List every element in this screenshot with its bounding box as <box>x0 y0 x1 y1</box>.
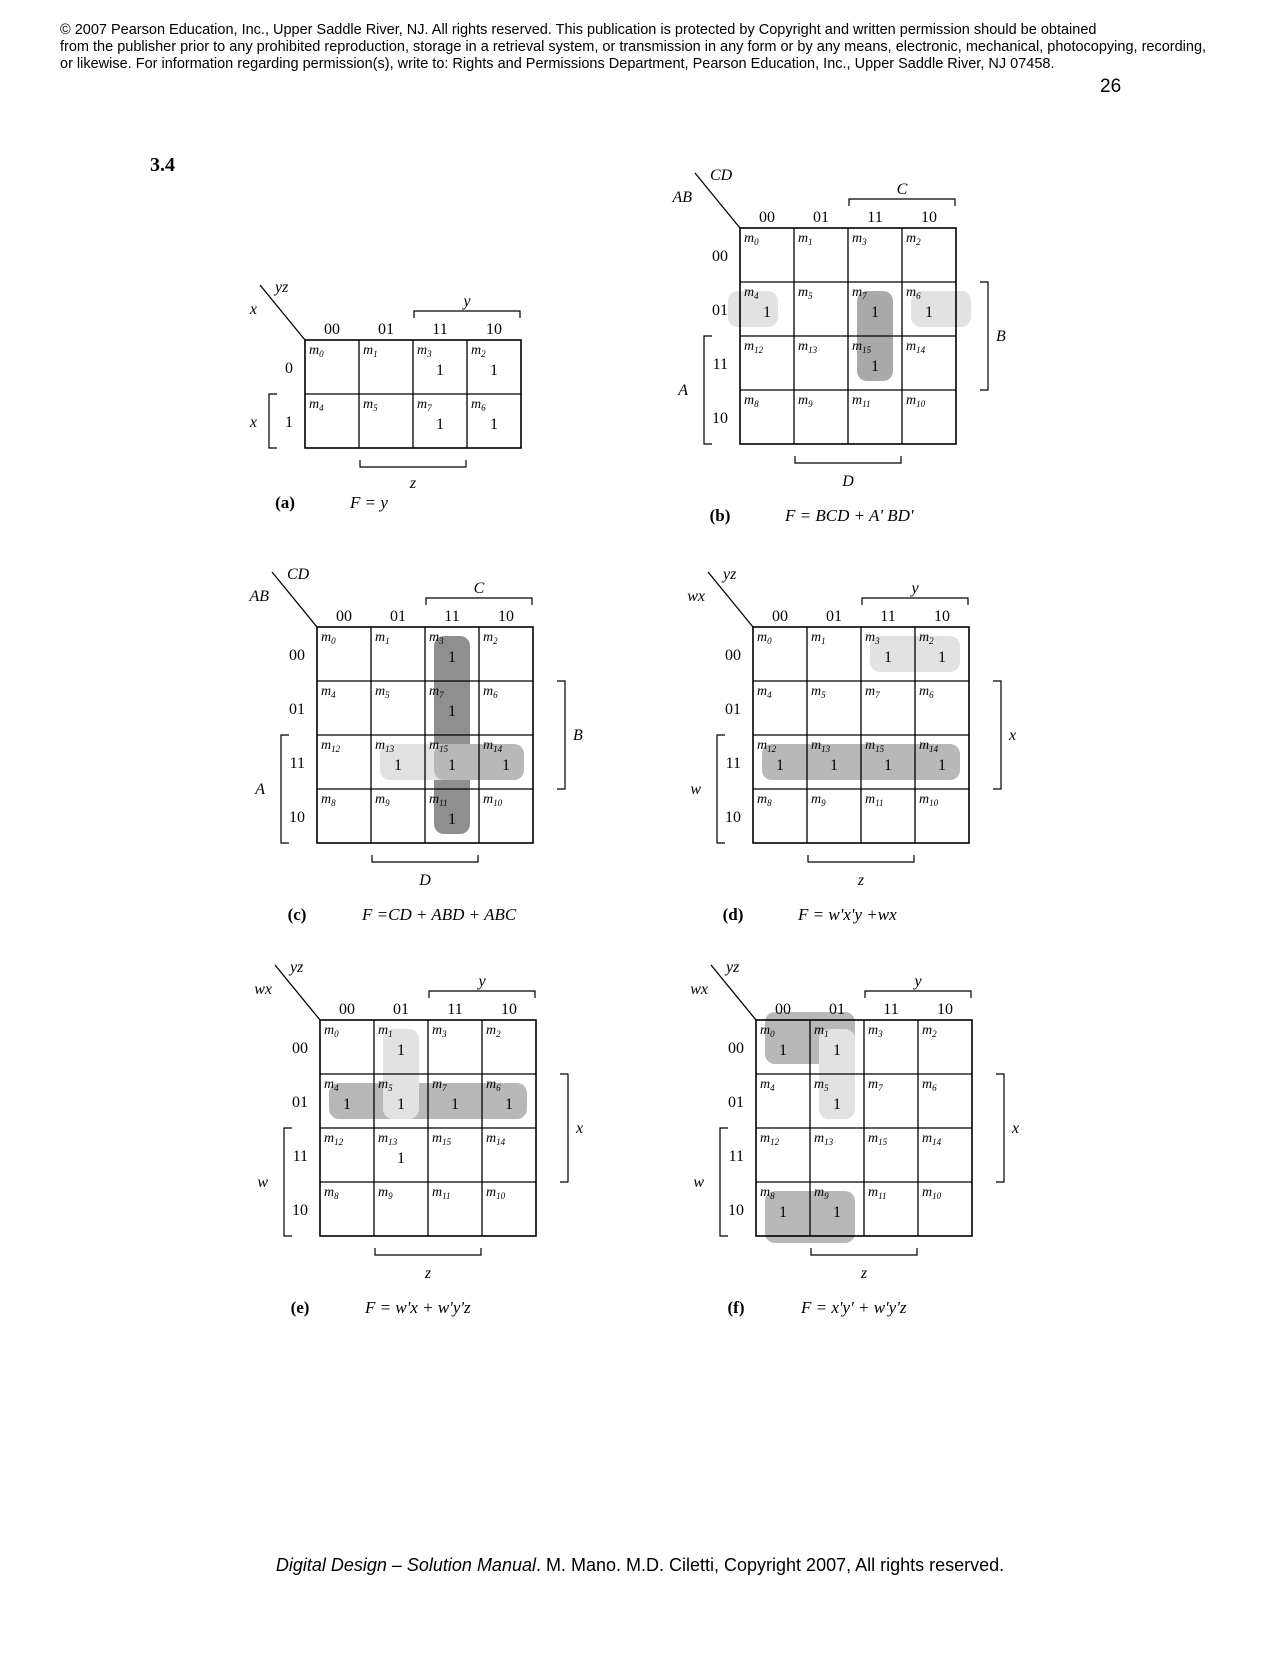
top-bracket-label: y <box>911 580 919 597</box>
bottom-bracket-label: z <box>409 475 417 492</box>
minterm-label: m10 <box>906 393 926 409</box>
minterm-label: m7 <box>417 397 432 413</box>
top-bracket <box>865 991 971 998</box>
bottom-bracket <box>808 855 914 862</box>
minterm-label: m6 <box>906 285 921 301</box>
cell-one: 1 <box>779 1042 787 1059</box>
cell-one: 1 <box>490 416 498 433</box>
cell-one: 1 <box>833 1042 841 1059</box>
minterm-label: m15 <box>852 339 872 355</box>
minterm-label: m3 <box>865 630 880 646</box>
row-code: 10 <box>725 809 741 826</box>
minterm-label: m13 <box>811 738 831 754</box>
column-code: 10 <box>921 209 937 226</box>
row-variables: AB <box>249 588 269 605</box>
cell-one: 1 <box>397 1042 405 1059</box>
minterm-label: m1 <box>363 343 378 359</box>
row-code: 1 <box>285 414 293 431</box>
cell-one: 1 <box>871 304 879 321</box>
minterm-label: m11 <box>852 393 871 409</box>
minterm-label: m1 <box>375 630 390 646</box>
bottom-bracket <box>375 1248 481 1255</box>
minterm-label: m4 <box>744 285 759 301</box>
minterm-label: m12 <box>324 1131 344 1147</box>
right-bracket <box>993 681 1001 789</box>
row-code: 11 <box>725 755 741 772</box>
bottom-bracket <box>795 456 901 463</box>
minterm-label: m9 <box>375 792 390 808</box>
right-bracket <box>996 1074 1004 1182</box>
minterm-label: m2 <box>471 343 486 359</box>
bottom-bracket <box>811 1248 917 1255</box>
minterm-label: m2 <box>486 1023 501 1039</box>
right-bracket <box>560 1074 568 1182</box>
minterm-label: m8 <box>324 1185 339 1201</box>
map-caption-label: (a) <box>275 493 295 512</box>
minterm-label: m4 <box>760 1077 775 1093</box>
minterm-label: m4 <box>321 684 336 700</box>
copyright-line: from the publisher prior to any prohibited reproduction, storage in a retrieval system, or transmission in any form or by any means, electronic, mechanical, photocopying, recording, <box>60 39 1207 55</box>
column-code: 11 <box>432 321 448 338</box>
kmap-e <box>254 959 583 1317</box>
left-bracket <box>720 1128 728 1236</box>
top-bracket-label: C <box>896 181 908 198</box>
minterm-label: m14 <box>919 738 939 754</box>
row-code: 11 <box>728 1148 744 1165</box>
top-bracket <box>414 311 520 318</box>
minterm-label: m14 <box>483 738 503 754</box>
minterm-label: m13 <box>798 339 818 355</box>
footer-title: Digital Design – Solution Manual <box>275 1555 536 1575</box>
minterm-label: m10 <box>919 792 939 808</box>
cell-one: 1 <box>394 757 402 774</box>
cell-one: 1 <box>436 416 444 433</box>
minterm-label: m2 <box>906 231 921 247</box>
minterm-label: m6 <box>471 397 486 413</box>
kmap-c <box>248 566 583 924</box>
cell-one: 1 <box>884 649 892 666</box>
map-equation: F = x'y' + w'y'z <box>801 1298 907 1317</box>
footer <box>0 1555 1280 1576</box>
row-code: 00 <box>292 1040 308 1057</box>
minterm-label: m9 <box>814 1185 829 1201</box>
minterm-label: m5 <box>811 684 826 700</box>
minterm-label: m4 <box>324 1077 339 1093</box>
minterm-label: m15 <box>432 1131 452 1147</box>
column-code: 00 <box>759 209 775 226</box>
column-code: 11 <box>880 608 896 625</box>
map-equation: F = w'x + w'y'z <box>365 1298 471 1317</box>
cell-one: 1 <box>448 811 456 828</box>
cell-one: 1 <box>884 757 892 774</box>
minterm-label: m5 <box>375 684 390 700</box>
minterm-label: m3 <box>868 1023 883 1039</box>
map-caption-label: (c) <box>287 905 307 924</box>
column-code: 01 <box>378 321 394 338</box>
column-code: 10 <box>934 608 950 625</box>
column-code: 10 <box>498 608 514 625</box>
column-code: 00 <box>336 608 352 625</box>
column-code: 11 <box>867 209 883 226</box>
left-bracket <box>269 394 277 448</box>
minterm-label: m3 <box>432 1023 447 1039</box>
top-bracket <box>849 199 955 206</box>
minterm-label: m9 <box>378 1185 393 1201</box>
cell-one: 1 <box>938 649 946 666</box>
column-code: 10 <box>501 1001 517 1018</box>
map-caption-label: (d) <box>722 905 744 924</box>
cell-one: 1 <box>448 649 456 666</box>
bottom-bracket <box>372 855 478 862</box>
column-code: 11 <box>883 1001 899 1018</box>
cell-one: 1 <box>779 1204 787 1221</box>
minterm-label: m0 <box>744 231 759 247</box>
cell-one: 1 <box>490 362 498 379</box>
column-code: 01 <box>813 209 829 226</box>
copyright-line: © 2007 Pearson Education, Inc., Upper Saddle River, NJ. All rights reserved. This publication is protected by Copyright and written permission should be obtained <box>60 22 1097 38</box>
row-code: 10 <box>728 1202 744 1219</box>
minterm-label: m3 <box>429 630 444 646</box>
cell-one: 1 <box>343 1096 351 1113</box>
minterm-label: m15 <box>429 738 449 754</box>
row-code: 0 <box>285 360 293 377</box>
row-variables: wx <box>690 981 708 998</box>
minterm-label: m9 <box>811 792 826 808</box>
cell-one: 1 <box>776 757 784 774</box>
cell-one: 1 <box>763 304 771 321</box>
minterm-label: m4 <box>757 684 772 700</box>
column-variables: CD <box>710 167 733 184</box>
column-code: 00 <box>775 1001 791 1018</box>
top-bracket <box>429 991 535 998</box>
copyright-line: or likewise. For information regarding permission(s), write to: Rights and Permissions Department, Pearson Education, Inc., Upper Saddle River, NJ 07458. <box>60 56 1055 72</box>
minterm-label: m15 <box>865 738 885 754</box>
page-number: 26 <box>1100 76 1122 97</box>
minterm-label: m7 <box>868 1077 883 1093</box>
left-bracket-label: A <box>678 382 688 399</box>
top-bracket-label: y <box>478 973 486 990</box>
minterm-label: m12 <box>321 738 341 754</box>
bottom-bracket-label: z <box>860 1265 868 1282</box>
minterm-label: m11 <box>432 1185 451 1201</box>
right-bracket <box>980 282 988 390</box>
row-code: 01 <box>712 302 728 319</box>
minterm-label: m2 <box>483 630 498 646</box>
row-variables: wx <box>687 588 705 605</box>
cell-one: 1 <box>833 1204 841 1221</box>
minterm-label: m1 <box>798 231 813 247</box>
minterm-label: m1 <box>814 1023 829 1039</box>
row-code: 00 <box>289 647 305 664</box>
kmap-f <box>690 959 1019 1317</box>
minterm-label: m5 <box>363 397 378 413</box>
left-bracket-label: w <box>690 781 701 798</box>
column-code: 00 <box>772 608 788 625</box>
map-equation: F = y <box>350 493 388 512</box>
minterm-label: m3 <box>417 343 432 359</box>
minterm-label: m9 <box>798 393 813 409</box>
row-code: 00 <box>728 1040 744 1057</box>
cell-one: 1 <box>502 757 510 774</box>
minterm-label: m6 <box>922 1077 937 1093</box>
bottom-bracket-label: D <box>842 473 854 490</box>
minterm-label: m1 <box>378 1023 393 1039</box>
minterm-label: m4 <box>309 397 324 413</box>
row-code: 01 <box>728 1094 744 1111</box>
left-bracket-label: w <box>257 1174 268 1191</box>
row-code: 00 <box>725 647 741 664</box>
left-bracket <box>717 735 725 843</box>
cell-one: 1 <box>448 757 456 774</box>
minterm-label: m8 <box>744 393 759 409</box>
minterm-label: m12 <box>744 339 764 355</box>
minterm-label: m2 <box>919 630 934 646</box>
minterm-label: m0 <box>324 1023 339 1039</box>
left-bracket <box>704 336 712 444</box>
minterm-label: m12 <box>760 1131 780 1147</box>
minterm-label: m6 <box>483 684 498 700</box>
column-code: 01 <box>826 608 842 625</box>
minterm-label: m7 <box>865 684 880 700</box>
minterm-label: m2 <box>922 1023 937 1039</box>
column-code: 11 <box>447 1001 463 1018</box>
row-code: 01 <box>725 701 741 718</box>
top-bracket-label: C <box>473 580 485 597</box>
cell-one: 1 <box>871 358 879 375</box>
minterm-label: m6 <box>486 1077 501 1093</box>
kmap-a <box>249 279 521 512</box>
top-bracket <box>862 598 968 605</box>
minterm-label: m1 <box>811 630 826 646</box>
left-bracket-label: A <box>255 781 265 798</box>
row-code: 11 <box>289 755 305 772</box>
minterm-label: m11 <box>429 792 448 808</box>
bottom-bracket-label: z <box>857 872 865 889</box>
row-variables: AB <box>672 189 692 206</box>
row-code: 10 <box>289 809 305 826</box>
minterm-label: m10 <box>483 792 503 808</box>
minterm-label: m15 <box>868 1131 888 1147</box>
minterm-label: m6 <box>919 684 934 700</box>
map-equation: F = BCD + A' BD' <box>785 506 914 525</box>
footer-rest: . M. Mano. M.D. Ciletti, Copyright 2007, All rights reserved. <box>535 1555 1005 1575</box>
top-bracket-label: y <box>914 973 922 990</box>
cell-one: 1 <box>938 757 946 774</box>
minterm-label: m13 <box>378 1131 398 1147</box>
minterm-label: m0 <box>757 630 772 646</box>
row-code: 11 <box>712 356 728 373</box>
left-bracket <box>281 735 289 843</box>
cell-one: 1 <box>397 1150 405 1167</box>
column-code: 10 <box>937 1001 953 1018</box>
column-variables: yz <box>726 959 740 976</box>
map-equation: F =CD + ABD + ABC <box>362 905 517 924</box>
minterm-label: m8 <box>760 1185 775 1201</box>
bottom-bracket-label: D <box>419 872 431 889</box>
row-code: 10 <box>292 1202 308 1219</box>
map-caption-label: (f) <box>727 1298 745 1317</box>
minterm-label: m13 <box>375 738 395 754</box>
row-variables: wx <box>254 981 272 998</box>
map-caption-label: (e) <box>290 1298 310 1317</box>
minterm-label: m7 <box>432 1077 447 1093</box>
minterm-label: m13 <box>814 1131 834 1147</box>
minterm-label: m7 <box>429 684 444 700</box>
problem-number: 3.4 <box>150 154 175 176</box>
right-bracket <box>557 681 565 789</box>
row-code: 01 <box>292 1094 308 1111</box>
column-variables: CD <box>287 566 310 583</box>
column-code: 01 <box>393 1001 409 1018</box>
right-bracket-label: x <box>1012 1120 1020 1137</box>
minterm-label: m0 <box>309 343 324 359</box>
minterm-label: m8 <box>321 792 336 808</box>
minterm-label: m11 <box>865 792 884 808</box>
minterm-label: m12 <box>757 738 777 754</box>
map-equation: F = w'x'y +wx <box>798 905 897 924</box>
minterm-label: m10 <box>922 1185 942 1201</box>
bottom-bracket-label: z <box>424 1265 432 1282</box>
kmap-d <box>687 566 1016 924</box>
right-bracket-label: x <box>576 1120 584 1137</box>
column-code: 11 <box>444 608 460 625</box>
column-code: 01 <box>829 1001 845 1018</box>
left-bracket <box>284 1128 292 1236</box>
column-code: 01 <box>390 608 406 625</box>
minterm-label: m5 <box>814 1077 829 1093</box>
minterm-label: m10 <box>486 1185 506 1201</box>
row-variables: x <box>249 301 257 318</box>
minterm-label: m5 <box>378 1077 393 1093</box>
cell-one: 1 <box>833 1096 841 1113</box>
right-bracket-label: B <box>573 727 583 744</box>
column-variables: yz <box>275 279 289 296</box>
minterm-label: m0 <box>321 630 336 646</box>
right-bracket-label: B <box>996 328 1006 345</box>
column-code: 00 <box>339 1001 355 1018</box>
left-bracket-label: x <box>249 414 257 431</box>
column-code: 00 <box>324 321 340 338</box>
top-bracket-label: y <box>463 293 471 310</box>
top-bracket <box>426 598 532 605</box>
column-variables: yz <box>723 566 737 583</box>
minterm-label: m14 <box>922 1131 942 1147</box>
cell-one: 1 <box>448 703 456 720</box>
cell-one: 1 <box>397 1096 405 1113</box>
right-bracket-label: x <box>1009 727 1017 744</box>
cell-one: 1 <box>505 1096 513 1113</box>
column-variables: yz <box>290 959 304 976</box>
cell-one: 1 <box>436 362 444 379</box>
row-code: 00 <box>712 248 728 265</box>
row-code: 10 <box>712 410 728 427</box>
cell-one: 1 <box>925 304 933 321</box>
column-code: 10 <box>486 321 502 338</box>
row-code: 01 <box>289 701 305 718</box>
minterm-label: m8 <box>757 792 772 808</box>
minterm-label: m7 <box>852 285 867 301</box>
kmap-b <box>671 167 1006 525</box>
left-bracket-label: w <box>693 1174 704 1191</box>
cell-one: 1 <box>830 757 838 774</box>
minterm-label: m14 <box>906 339 926 355</box>
minterm-label: m11 <box>868 1185 887 1201</box>
minterm-label: m0 <box>760 1023 775 1039</box>
cell-one: 1 <box>451 1096 459 1113</box>
row-code: 11 <box>292 1148 308 1165</box>
minterm-label: m5 <box>798 285 813 301</box>
minterm-label: m14 <box>486 1131 506 1147</box>
bottom-bracket <box>360 460 466 467</box>
minterm-label: m3 <box>852 231 867 247</box>
map-caption-label: (b) <box>709 506 731 525</box>
